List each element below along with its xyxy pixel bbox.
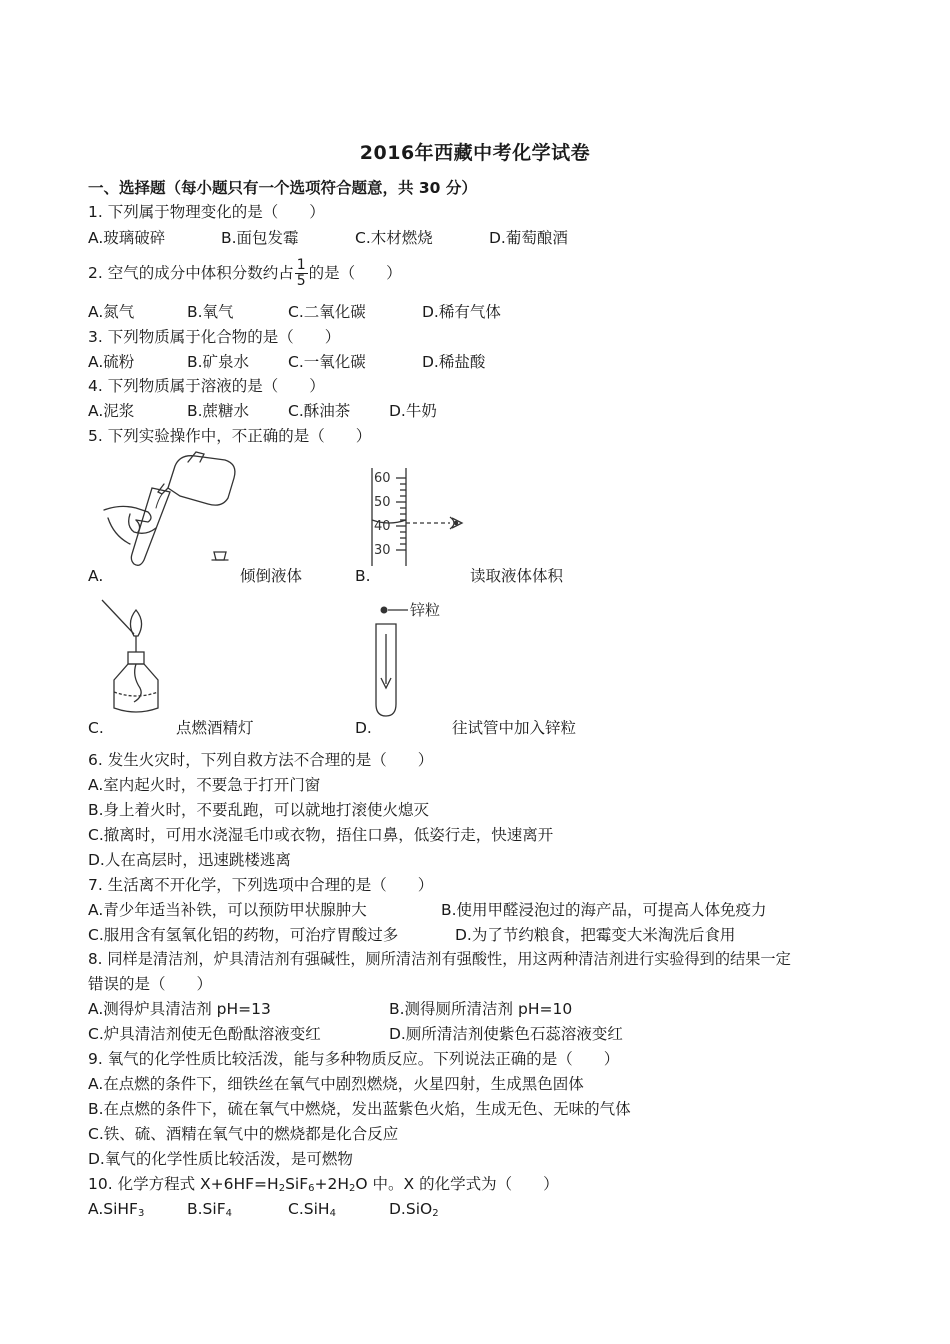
q8-stem-line2: 错误的是（ ）	[88, 975, 213, 993]
tick-label-40: 40	[374, 519, 391, 534]
q3-option-a: A.硫粉	[88, 353, 135, 371]
section-heading: 一、选择题（每小题只有一个选项符合题意，共 30 分）	[88, 179, 477, 197]
graduated-cylinder-figure	[360, 462, 475, 568]
q1-option-b: B.面包发霉	[221, 229, 299, 247]
q6-option-c: C.撤离时，可用水浇湿毛巾或衣物，捂住口鼻，低姿行走，快速离开	[88, 826, 554, 844]
q7-option-b: B.使用甲醛浸泡过的海产品，可提高人体免疫力	[441, 901, 767, 919]
exam-title: 2016年西藏中考化学试卷	[359, 142, 591, 164]
zinc-granule-icon	[381, 607, 388, 614]
fraction-denominator: 5	[296, 273, 306, 289]
q1-option-d: D.葡萄酿酒	[489, 229, 568, 247]
q5-option-c-caption: 点燃酒精灯	[176, 719, 254, 737]
q10-option-b	[187, 1199, 232, 1219]
q10-sub-1: 2	[278, 1183, 286, 1194]
tick-label-60: 60	[374, 471, 391, 486]
q5-option-d-letter: D.	[355, 719, 372, 737]
eye-icon	[454, 521, 458, 525]
q5-option-d-caption: 往试管中加入锌粒	[452, 719, 577, 737]
q6-stem: 6. 发生火灾时，下列自救方法不合理的是（ ）	[88, 751, 434, 769]
tick-label-30: 30	[374, 543, 391, 558]
q4-option-c: C.酥油茶	[288, 402, 351, 420]
q10-stem	[88, 1174, 559, 1194]
q4-option-b: B.蔗糖水	[187, 402, 250, 420]
one-fifth-fraction	[295, 258, 308, 289]
q3-option-b: B.矿泉水	[187, 353, 250, 371]
pouring-liquid-figure	[100, 448, 245, 570]
q9-option-b: B.在点燃的条件下，硫在氧气中燃烧，发出蓝紫色火焰，生成无色、无味的气体	[88, 1100, 631, 1118]
q6-option-d: D.人在高层时，迅速跳楼逃离	[88, 851, 291, 869]
q10-sub-2: 6	[308, 1183, 315, 1194]
q10-option-b-sub: 4	[225, 1208, 232, 1219]
q9-option-a: A.在点燃的条件下，细铁丝在氧气中剧烈燃烧，火星四射，生成黑色固体	[88, 1075, 584, 1093]
q2-option-d: D.稀有气体	[422, 303, 501, 321]
q10-stem-pre: 10. 化学方程式 X+6HF=H	[88, 1175, 279, 1193]
q5-option-a-letter: A.	[88, 567, 104, 585]
q10-option-d	[389, 1199, 439, 1219]
q5-option-b-letter: B.	[355, 567, 371, 585]
q8-option-c: C.炉具清洁剂使无色酚酞溶液变红	[88, 1025, 321, 1043]
q10-option-c-text: C.SiH	[288, 1200, 330, 1218]
q10-option-a	[88, 1199, 144, 1219]
q3-option-c: C.一氧化碳	[288, 353, 366, 371]
q5-option-b-caption: 读取液体体积	[470, 567, 564, 585]
q4-stem: 4. 下列物质属于溶液的是（ ）	[88, 377, 325, 395]
q3-stem: 3. 下列物质属于化合物的是（ ）	[88, 328, 341, 346]
q9-option-c: C.铁、硫、酒精在氧气中的燃烧都是化合反应	[88, 1125, 399, 1143]
q5-option-a-caption: 倾倒液体	[240, 567, 303, 585]
q10-option-c-sub: 4	[329, 1208, 336, 1219]
zinc-label: 锌粒	[410, 601, 441, 619]
tick-label-50: 50	[374, 495, 391, 510]
q2-stem-pre: 2. 空气的成分中体积分数约占	[88, 264, 294, 282]
q6-option-a: A.室内起火时，不要急于打开门窗	[88, 776, 321, 794]
q7-stem: 7. 生活离不开化学，下列选项中合理的是（ ）	[88, 876, 434, 894]
q2-option-b: B.氧气	[187, 303, 234, 321]
q8-option-a: A.测得炉具清洁剂 pH=13	[88, 1000, 271, 1018]
q2-option-a: A.氮气	[88, 303, 135, 321]
q8-option-b: B.测得厕所清洁剂 pH=10	[389, 1000, 573, 1018]
q10-option-d-sub: 2	[432, 1208, 439, 1219]
q10-stem-post: O 中。X 的化学式为（ ）	[355, 1175, 559, 1193]
q6-option-b: B.身上着火时，不要乱跑，可以就地打滚使火熄灭	[88, 801, 430, 819]
q10-option-a-text: A.SiHF	[88, 1200, 138, 1218]
q7-option-a: A.青少年适当补铁，可以预防甲状腺肿大	[88, 901, 367, 919]
q9-stem: 9. 氧气的化学性质比较活泼，能与多种物质反应。下列说法正确的是（ ）	[88, 1050, 620, 1068]
q1-option-a: A.玻璃破碎	[88, 229, 166, 247]
q4-option-a: A.泥浆	[88, 402, 135, 420]
q10-option-a-sub: 3	[137, 1208, 145, 1219]
q5-stem: 5. 下列实验操作中，不正确的是（ ）	[88, 427, 372, 445]
q8-stem-line1: 8. 同样是清洁剂，炉具清洁剂有强碱性，厕所清洁剂有强酸性，用这两种清洁剂进行实验得到的结果一定	[88, 950, 791, 968]
fraction-numerator: 1	[296, 257, 306, 273]
q9-option-d: D.氧气的化学性质比较活泼，是可燃物	[88, 1150, 353, 1168]
q2-stem	[88, 256, 402, 290]
q1-option-c: C.木材燃烧	[355, 229, 433, 247]
q2-option-c: C.二氧化碳	[288, 303, 366, 321]
q10-stem-mid2: +2H	[314, 1175, 350, 1193]
q2-stem-post: 的是（ ）	[308, 264, 402, 282]
q10-sub-3: 2	[349, 1183, 356, 1194]
q1-stem: 1. 下列属于物理变化的是（ ）	[88, 203, 325, 221]
q8-option-d: D.厕所清洁剂使紫色石蕊溶液变红	[389, 1025, 623, 1043]
q5-option-c-letter: C.	[88, 719, 104, 737]
q10-option-b-text: B.SiF	[187, 1200, 226, 1218]
q10-stem-mid1: SiF	[285, 1175, 309, 1193]
q10-option-d-text: D.SiO	[389, 1200, 433, 1218]
zinc-test-tube-figure	[374, 600, 464, 718]
alcohol-lamp-figure	[100, 596, 170, 720]
q10-option-c	[288, 1199, 336, 1219]
q4-option-d: D.牛奶	[389, 402, 437, 420]
q7-option-d: D.为了节约粮食，把霉变大米淘洗后食用	[455, 926, 736, 944]
q7-option-c: C.服用含有氢氧化铝的药物，可治疗胃酸过多	[88, 926, 399, 944]
q3-option-d: D.稀盐酸	[422, 353, 486, 371]
